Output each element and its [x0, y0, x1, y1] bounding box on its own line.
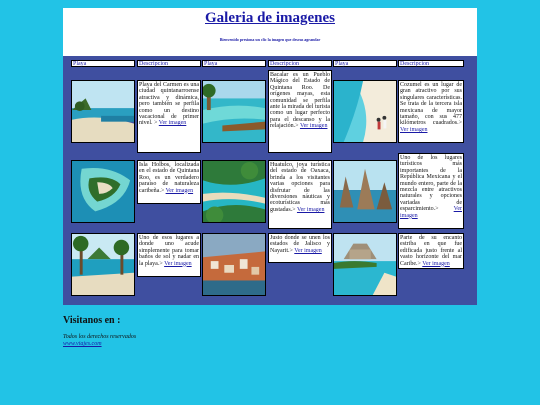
description-cell-9 [398, 233, 464, 269]
view-image-link[interactable]: Ver imagen [296, 206, 325, 213]
view-image-link[interactable]: Ver imagen [422, 260, 450, 267]
beach-photo-9[interactable] [333, 233, 397, 296]
description-cell-6 [398, 153, 464, 229]
beach-photo-1[interactable] [71, 80, 135, 143]
view-image-link[interactable]: Ver imagen [164, 260, 192, 267]
beach-photo-3[interactable] [333, 80, 397, 143]
description-cell-5 [268, 160, 332, 229]
column-header-photo: Playa [71, 60, 135, 67]
view-image-link[interactable]: Ver imagen [400, 126, 428, 133]
view-image-link[interactable]: Ver imagen [400, 206, 462, 219]
column-header-description: Descripcion [398, 60, 464, 67]
view-image-link[interactable]: Ver imagen [294, 247, 322, 254]
description-text: Justo donde se unen los estados de Jalisco y Nayarit.> [270, 235, 330, 254]
description-text: Playa del Carmen es una ciudad quintanarroense atractiva y dinámica, pero también se perfila como un destino vacacional de primer nivel. > [139, 82, 199, 127]
view-image-link[interactable]: Ver imagen [165, 187, 194, 194]
page-title[interactable]: Galeria de imagenes [205, 10, 335, 26]
description-text: Uno de los lugares turísticos más importantes de la República Mexicana y el mundo entero, parte de la mezcla entre atractivos naturales y opciones variadas de esparcimiento.> [400, 155, 462, 213]
description-cell-8 [268, 233, 332, 263]
description-text: Cozumel es un lugar de gran atractivo por sus singulares características. Se trata de la tercera isla mexicana de mayor tamaño, con sus 477 kilómetros cuadrados.> [400, 82, 462, 127]
beach-photo-7[interactable] [71, 233, 135, 296]
view-image-link[interactable]: Ver imagen [158, 120, 187, 127]
description-text: Uno de esos lugares a donde uno acude simplemente para tomar baños de sol y nadar en la playa.> [139, 235, 199, 267]
beach-photo-4[interactable] [71, 160, 135, 223]
column-header-description: Descripcion [268, 60, 332, 67]
beach-photo-8[interactable] [202, 233, 266, 296]
description-cell-7 [137, 233, 201, 277]
description-text: Parte de su encanto estriba en que fue edificada justo frente al vasto horizonte del mar Caribe.> [400, 235, 462, 267]
description-text: Bacalar es un Pueblo Mágico del Estado de Quintana Roo. De orígenes mayas, esta comunidad se perfila ante la mirada del turista como un lugar perfecto para el descanso y la relajación.> [270, 72, 330, 130]
view-image-link[interactable]: Ver imagen [299, 123, 328, 130]
beach-photo-2[interactable] [202, 80, 266, 143]
description-cell-4 [137, 160, 201, 204]
page-subtitle: Bienvenido presiona un clic la imagen que deseas agrandar [219, 37, 321, 42]
visit-us-heading: Visitanos en : [63, 315, 121, 326]
gallery-table [63, 56, 477, 305]
column-header-description: Descripcion [137, 60, 201, 67]
description-cell-3 [398, 80, 464, 143]
page-footer [63, 334, 136, 348]
copyright-text: Todos los derechos reservados [63, 334, 137, 340]
page-header [63, 8, 477, 56]
beach-photo-6[interactable] [333, 160, 397, 223]
column-header-photo: Playa [202, 60, 266, 67]
footer-link[interactable]: www.viajes.com [63, 341, 102, 347]
beach-photo-5[interactable] [202, 160, 266, 223]
description-cell-1 [137, 80, 201, 153]
column-header-photo: Playa [333, 60, 397, 67]
description-text: Isla Holbos, localizada en el estado de Quintana Roo, es un verdadero paraíso de naturaleza caribeña.> [139, 162, 199, 194]
description-cell-2 [268, 70, 332, 153]
description-text: Huatulco, joya turística del estado de Oaxaca, brinda a los visitantes varias opciones para disfrutar de las diversiones náuticas y ecoturísticas más gustadas.> [270, 162, 330, 213]
